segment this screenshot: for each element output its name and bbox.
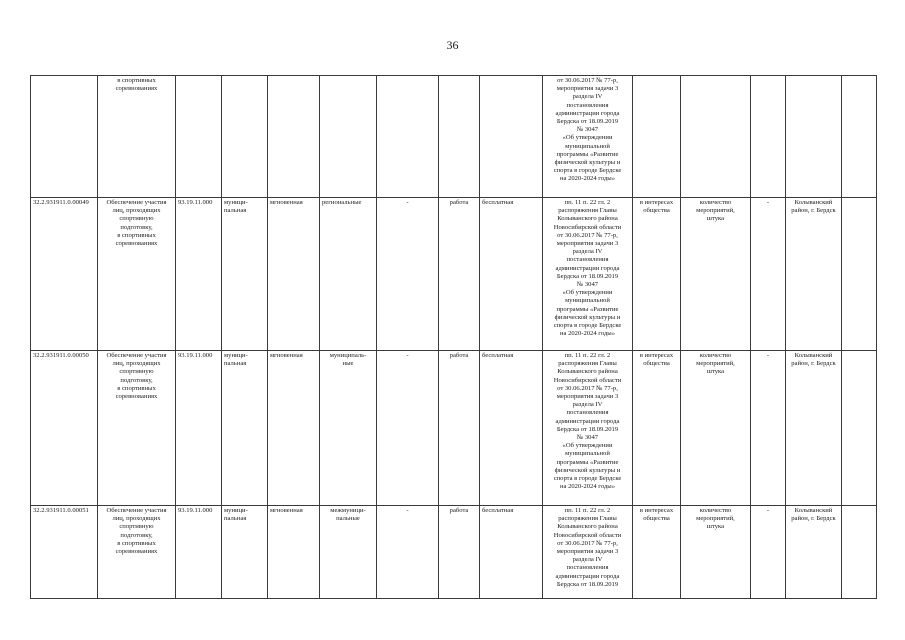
service-name-cell: Обеспечение участия лиц, проходящих спортивную подготовку, в спортивных соревнованиях xyxy=(98,351,176,506)
location-cell: Колыванский район, г. Бердск xyxy=(786,198,842,351)
level-cell: муници- пальная xyxy=(222,198,268,351)
indicator-cell: количество мероприятий, штука xyxy=(681,198,751,351)
page-number: 36 xyxy=(446,38,459,52)
okved-code-cell: 93.19.11.000 xyxy=(176,198,222,351)
okved-code-cell: 93.19.11.000 xyxy=(176,351,222,506)
okved-code-cell: 93.19.11.000 xyxy=(176,506,222,599)
registry-code-cell: 32.2.931911.0.00051 xyxy=(31,506,98,599)
indicator-cell: количество мероприятий, штука xyxy=(681,506,751,599)
type-cell: работа xyxy=(439,351,480,506)
type-cell: работа xyxy=(439,198,480,351)
interest-cell: в интересах общества xyxy=(633,351,681,506)
legal-basis-cell: пп. 11 п. 22 гл. 2 распоряжения Главы Колыванского района Новосибирской области от 30.06.2017 № 77-р, мероприятия задачи 3 раздела IV постановления администрации города Бердска от 18.09.2019 № 3047 «Об утверждении муниципальной программы «Развитие физической культуры и спорта в городе Бердске на 2020-2024 годы» xyxy=(543,351,633,506)
legal-basis-cell: от 30.06.2017 № 77-р, мероприятия задачи 3 раздела IV постановления администрации города Бердска от 18.09.2019 № 3047 «Об утверждении муниципальной программы «Развитие физической культуры и спорта в городе Бердске на 2020-2024 годы» xyxy=(543,76,633,198)
dash-cell: - xyxy=(751,506,786,599)
form-cell: мгновенная xyxy=(268,198,320,351)
scale-cell: межмуници- пальные xyxy=(320,506,377,599)
service-name-cell: Обеспечение участия лиц, проходящих спортивную подготовку, в спортивных соревнованиях xyxy=(98,198,176,351)
interest-cell: в интересах общества xyxy=(633,506,681,599)
table-row xyxy=(31,198,877,351)
location-cell: Колыванский район, г. Бердск xyxy=(786,506,842,599)
interest-cell: в интересах общества xyxy=(633,198,681,351)
registry-code-cell: 32.2.931911.0.00049 xyxy=(31,198,98,351)
scale-cell: муниципаль- ные xyxy=(320,351,377,506)
table-row xyxy=(31,506,877,599)
level-cell: муници- пальная xyxy=(222,506,268,599)
table-row xyxy=(31,76,877,198)
dash-cell: - xyxy=(377,351,439,506)
type-cell: работа xyxy=(439,506,480,599)
dash-cell: - xyxy=(377,198,439,351)
level-cell: муници- пальная xyxy=(222,351,268,506)
registry-code-cell: 32.2.931911.0.00050 xyxy=(31,351,98,506)
registry-table xyxy=(30,75,877,599)
payment-cell: бесплатная xyxy=(480,506,543,599)
location-cell: Колыванский район, г. Бердск xyxy=(786,351,842,506)
form-cell: мгновенная xyxy=(268,351,320,506)
dash-cell: - xyxy=(751,351,786,506)
legal-basis-cell: пп. 11 п. 22 гл. 2 распоряжения Главы Колыванского района Новосибирской области от 30.06.2017 № 77-р, мероприятия задачи 3 раздела IV постановления администрации города Бердска от 18.09.2019 № 3047 «Об утверждении муниципальной программы «Развитие физической культуры и спорта в городе Бердске на 2020-2024 годы» xyxy=(543,198,633,351)
service-name-cell: Обеспечение участия лиц, проходящих спортивную подготовку, в спортивных соревнованиях xyxy=(98,506,176,599)
legal-basis-cell: пп. 11 п. 22 гл. 2 распоряжения Главы Колыванского района Новосибирской области от 30.06.2017 № 77-р, мероприятия задачи 3 раздела IV постановления администрации города Бердска от 18.09.2019 xyxy=(543,506,633,599)
table-row xyxy=(31,351,877,506)
payment-cell: бесплатная xyxy=(480,198,543,351)
form-cell: мгновенная xyxy=(268,506,320,599)
payment-cell: бесплатная xyxy=(480,351,543,506)
dash-cell: - xyxy=(751,198,786,351)
scale-cell: региональные xyxy=(320,198,377,351)
indicator-cell: количество мероприятий, штука xyxy=(681,351,751,506)
service-name-cell: в спортивных соревнованиях xyxy=(98,76,176,198)
dash-cell: - xyxy=(377,506,439,599)
